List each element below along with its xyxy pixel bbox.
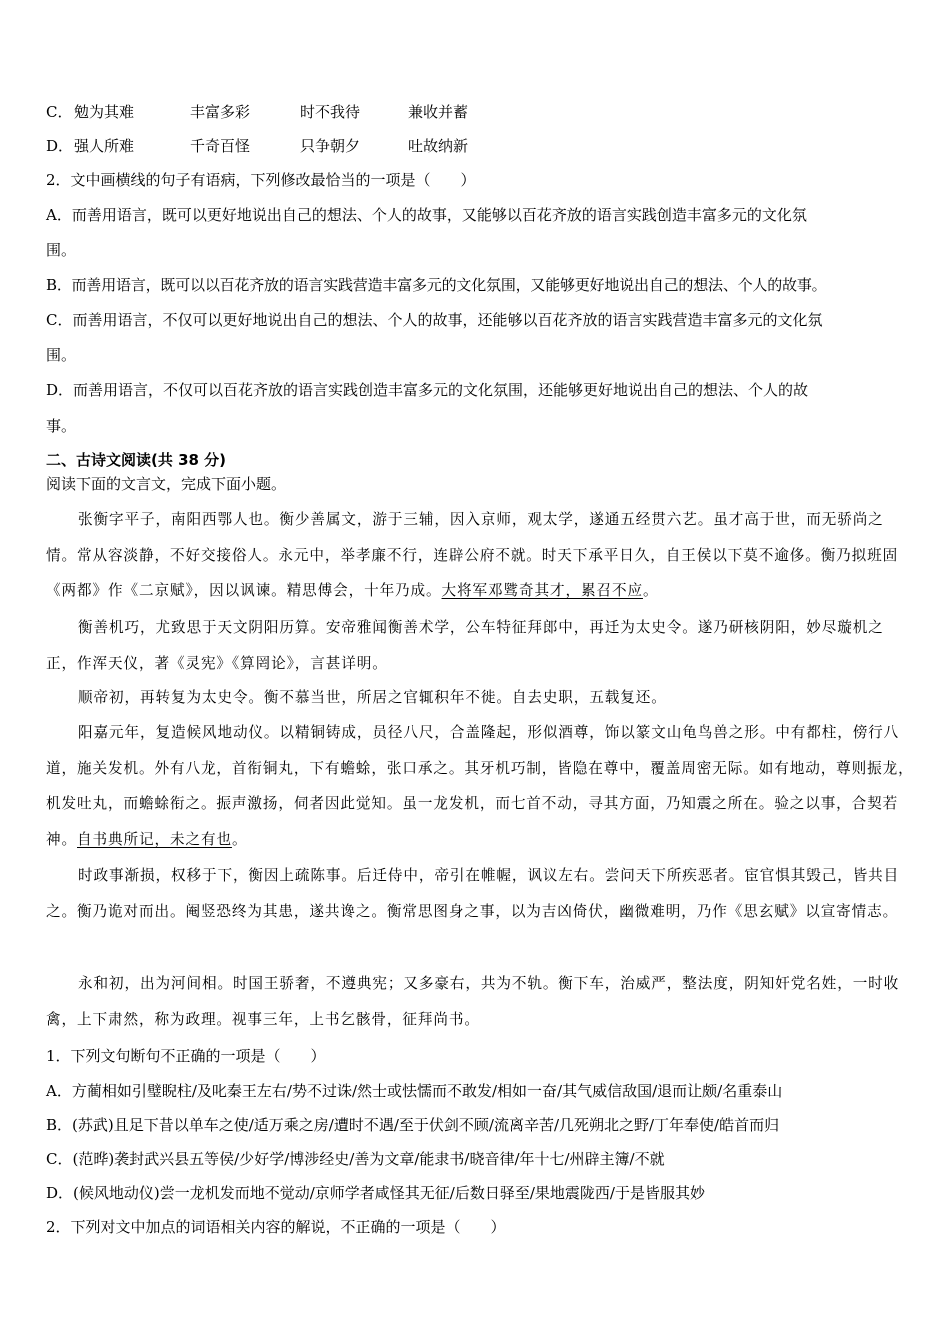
vocab-option-c[interactable] — [46, 102, 916, 122]
reading-instruction: 阅读下面的文言文，完成下面小题。 — [46, 475, 287, 493]
paragraph-text: 顺帝初，再转复为太史令。衡不慕当世，所居之官辄积年不徙。自去史职，五载复还。 — [78, 689, 667, 706]
question-2-option-c-cont: 围。 — [46, 346, 77, 364]
question-1-option-b[interactable]: B．(苏武)且足下昔以单车之使/适万乘之房/遭时不遇/至于伏剑不顾/流离辛苦/几死朔北之野/丁年奉使/皓首而归 — [46, 1116, 780, 1134]
question-2-option-a-cont: 围。 — [46, 241, 77, 259]
passage-paragraph-2 — [46, 610, 914, 681]
question-1-option-c[interactable]: C．(范晔)袭封武兴县五等侯/少好学/博涉经史/善为文章/能隶书/晓音律/年十七/州辟主簿/不就 — [46, 1150, 665, 1168]
paragraph-end: 。 — [231, 830, 248, 848]
paragraph-end: 。 — [642, 582, 659, 599]
question-2-option-a[interactable]: A．而善用语言，既可以更好地说出自己的想法、个人的故事，又能够以百花齐放的语言实践创造丰富多元的文化氛 — [46, 206, 807, 224]
option-word: 强人所难 — [74, 137, 135, 155]
vocab-option-d[interactable] — [46, 136, 916, 156]
paragraph-text: 阳嘉元年，复造候风地动仪。以精铜铸成，员径八尺，合盖隆起，形似酒尊，饰以篆文山龟鸟兽之形。中有都柱，傍行八道，施关发机。外有八龙，首衔铜丸，下有蟾蜍，张口承之。其牙机巧制，皆隐在尊中，覆盖周密无际。如有地动，尊则振龙，机发吐丸，而蟾蜍衔之。振声激扬，伺者因此觉知。虽一龙发机，而七首不动，寻其方面，乃知震之所在。验之以事，合契若神。 — [46, 724, 914, 848]
question-2b-stem: 2．下列对文中加点的词语相关内容的解说，不正确的一项是（ ） — [46, 1218, 506, 1236]
passage-paragraph-5 — [46, 858, 914, 929]
passage-paragraph-4 — [46, 715, 914, 857]
question-1-option-d[interactable]: D．(候风地动仪)尝一龙机发而地不觉动/京师学者咸怪其无征/后数日驿至/果地震陇西/于是皆服其妙 — [46, 1184, 705, 1202]
option-word: 吐故纳新 — [408, 137, 469, 155]
option-word: 兼收并蓄 — [408, 103, 469, 121]
question-1-stem: 1．下列文句断句不正确的一项是（ ） — [46, 1047, 326, 1065]
paragraph-text: 衡善机巧，尤致思于天文阴阳历算。安帝雅闻衡善术学，公车特征拜郎中，再迁为太史令。遂乃研核阴阳，妙尽璇机之正，作浑天仪，著《灵宪》《算罔论》，言甚详明。 — [46, 619, 884, 672]
option-word: 勉为其难 — [74, 103, 135, 121]
option-letter: D． — [46, 137, 74, 155]
paragraph-text: 时政事渐损，权移于下，衡因上疏陈事。后迁侍中，帝引在帷幄，讽议左右。尝问天下所疾恶者。宦官惧其毁己，皆共目之。衡乃诡对而出。阉竖恐终为其患，遂共谗之。衡常思图身之事，以为吉凶倚伏，幽微难明，乃作《思玄赋》以宣寄情志。 — [46, 867, 900, 920]
question-2-option-c[interactable]: C．而善用语言，不仅可以更好地说出自己的想法、个人的故事，还能够以百花齐放的语言实践营造丰富多元的文化氛 — [46, 311, 823, 329]
section-heading: 二、古诗文阅读(共 38 分) — [46, 451, 227, 469]
underlined-sentence: 自书典所记，未之有也 — [77, 830, 232, 848]
paragraph-text: 张衡字平子，南阳西鄂人也。衡少善属文，游于三辅，因入京师，观太学，遂通五经贯六艺。虽才高于世，而无骄尚之情。常从容淡静，不好交接俗人。永元中，举孝廉不行，连辟公府不就。时天下承平日久，自王侯以下莫不逾侈。衡乃拟班固《两都》作《二京赋》，因以讽谏。精思傅会，十年乃成。 — [46, 511, 899, 599]
option-letter: C． — [46, 103, 73, 121]
paragraph-text: 永和初，出为河间相。时国王骄奢，不遵典宪；又多豪右，共为不轨。衡下车，治威严，整法度，阴知奸党名姓，一时收禽，上下肃然，称为政理。视事三年，上书乞骸骨，征拜尚书。 — [46, 975, 900, 1028]
passage-paragraph-6 — [46, 966, 914, 1037]
question-2-option-d-cont: 事。 — [46, 417, 77, 435]
question-1-option-a[interactable]: A．方蔺相如引璧睨柱/及叱秦王左右/势不过诛/然士或怯懦而不敢发/相如一奋/其气威信敌国/退而让颇/名重泰山 — [46, 1082, 783, 1100]
question-2-option-d[interactable]: D．而善用语言，不仅可以百花齐放的语言实践创造丰富多元的文化氛围，还能够更好地说出自己的想法、个人的故 — [46, 381, 809, 399]
underlined-sentence: 大将军邓骘奇其才，累召不应 — [441, 582, 643, 599]
passage-paragraph-1 — [46, 502, 914, 609]
question-2-stem: 2．文中画横线的句子有语病，下列修改最恰当的一项是（ ） — [46, 171, 476, 189]
question-2-option-b[interactable]: B．而善用语言，既可以以百花齐放的语言实践营造丰富多元的文化氛围，又能够更好地说出自己的想法、个人的故事。 — [46, 276, 827, 294]
option-word: 丰富多彩 — [190, 103, 251, 121]
option-word: 只争朝夕 — [300, 137, 361, 155]
passage-paragraph-3 — [46, 680, 914, 716]
option-word: 千奇百怪 — [190, 137, 251, 155]
option-word: 时不我待 — [300, 103, 361, 121]
